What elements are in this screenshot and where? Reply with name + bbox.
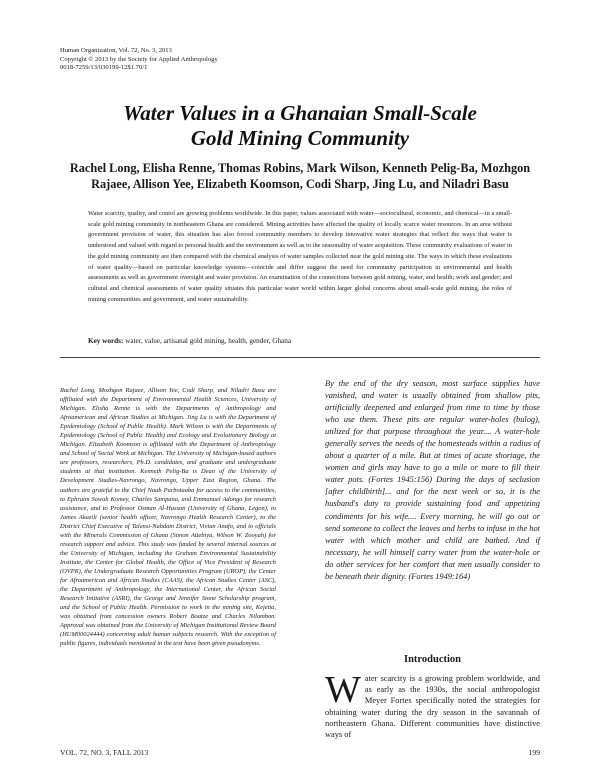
author-list [60,160,540,192]
keywords-text: water, value, artisanal gold mining, health, gender, Ghana [125,337,292,345]
keywords-label: Key words: [88,337,124,345]
author-affiliation-footnote: Rachel Long, Mozhgon Rajaee, Allison Yee, Codi Sharp, and Niladri Basu are affiliated with the Department of Environmental Health Sciences, University of Michigan. Elisha Renne is with the Departments of Anthropology and Afroamerican and African Studies at Michigan. Jing Lu is with the Department of Epidemiology (School of Public Health). Mark Wilson is with the Departments of Epidemiology (School of Public Health) and Ecology and Evolutionary Biology at Michigan. Elizabeth Koomson is affiliated with the Department of Anthropology and School of Social Work at Michigan. The University of Michigan-based authors are professors, researchers, Ph.D. candidates, and graduate and undergraduate students at that institution. Kenneth Pelig-Ba is Dean of the University of Development Studies-Navrongo, Navrongo, Upper East Region, Ghana. The authors are grateful to the Chief Naab Purbotaaba for access to the communities, to Ephraim Sowah Komey, Charles Sampana, and Emmanuel Adongo for research assistance, and to Professor Osman Al-Hassan (University of Ghana, Legon), to James Akazili (senior health officer, Navrongo Health Research Center), to the District Chief Executive of Talensi-Nabdam District, Vivian Anafo, and to officials with the Minerals Commission of Ghana (Simon Attebiya, Wilson W. Zooyah) for research support and advice. This study was funded by several internal sources at the University of Michigan, including the Graham Environmental Sustainability Institute, the Center for Global Health, the Office of Vice President of Research (OVPR), the Undergraduate Research Opportunities Program (UROP), the Center for Afroamerican and African Studies (CAAS), the African Studies Center (ASC), the Department of Anthropology, the International Center, the African Social Research Initiative (ASRI), the George and Jennifer Stone Scholarship program, and the School of Public Health. Permission to work in the mining site, Kejetia, was obtained from concession owners Robert Boatze and Charles Nilambon. Approval was obtained from the University of Michigan Institutional Review Board (HUM00024444) concerning adult human subjects research. With the exception of public figures, individuals mentioned in the text have been given pseudonyms. [60,387,276,648]
title-line-1: Water Values in a Ghanaian Small-Scale [123,101,477,125]
abstract: Water scarcity, quality, and contol are growing problems worldwide. In this paper, values associated with water—sociocultural, economic, and chemical—in a small-scale gold mining community in northeastern Ghana are considered. Mining activities have affected the quality of locally scarce water resources. In an area without government provision of water, this situation has also forced community members to develop innovative water strategies that reflect the ways that water is understood and valued with regard to personal health and the environment as well as to the seasonality of water acquisition. These community evaluations of water in the gold mining community are then compared with the chemical analysis of water samples collected near the gold mining site. The ways in which these evaluations of water quality—based on particular knowledge systems—coincide and differ suggest the need for community participation in environmental and health assessments as well as government oversight and water provision. An examination of the connections between gold mining, water, and health; work and gender; and cultural and chemical assessments of water quality situates this particular water world within larger global concerns about small-scale gold mining, the roles of mining communities and government, and water sustainability. [88,210,512,303]
drop-cap: W [325,669,361,711]
page-number: 199 [528,748,540,757]
introduction-body [325,669,540,740]
introduction-paragraph: ater scarcity is a growing problem worldwide, and as early as the 1930s, the social anthropologist Meyer Fortes specifically noted the strategies for obtaining water during the dry season in the savannah of northeastern Ghana. Different communities have distinctive ways of [325,674,540,740]
section-divider [60,357,540,358]
title-line-2: Gold Mining Community [190,126,410,150]
journal-citation: Human Organization, Vol. 72, No. 3, 2013 [60,47,172,54]
article-title [60,101,540,151]
journal-header [60,47,218,73]
footer-volume: VOL. 72, NO. 3, FALL 2013 [60,748,149,757]
authors-line-1: Rachel Long, Elisha Renne, Thomas Robins, Mark Wilson, Kenneth Pelig-Ba, Mozhgon [69,161,531,175]
epigraph-quote: By the end of the dry season, most surface supplies have vanished, and water is usually obtained from shallow pits, artificially deepened and enlarged from time to time by those who use them. These pits are regular water-holes (bulog), utilized for that purpose throughout the year.... A water-hole generally serves the needs of the homesteads within a radius of about a quarter of a mile. But at times of acute shortage, the women and girls may have to go a mile or more to fill their water pots. (Fortes 1945:156) During the days of seclusion [after childbirth]... and for the next week or so, it is the husband's duty to provide sustaining food and appetizing condiments for his wife.... Every morning, he will go out or send someone to collect the leaves and herbs to infuse in the hot water with which mother and child are bathed. And if necessary, he will himself carry water from the water-hole or do other services for her comfort that men usually consider to be beneath their dignity. (Fortes 1949:164) [325,379,540,581]
keywords [88,337,512,346]
authors-line-2: Rajaee, Allison Yee, Elizabeth Koomson, Codi Sharp, Jing Lu, and Niladri Basu [91,177,509,191]
copyright-line: Copyright © 2013 by the Society for Applied Anthropology [60,55,218,63]
issn-line: 0018-7259/13/030199-12$1.70/1 [60,64,148,71]
introduction-heading: Introduction [404,654,461,665]
